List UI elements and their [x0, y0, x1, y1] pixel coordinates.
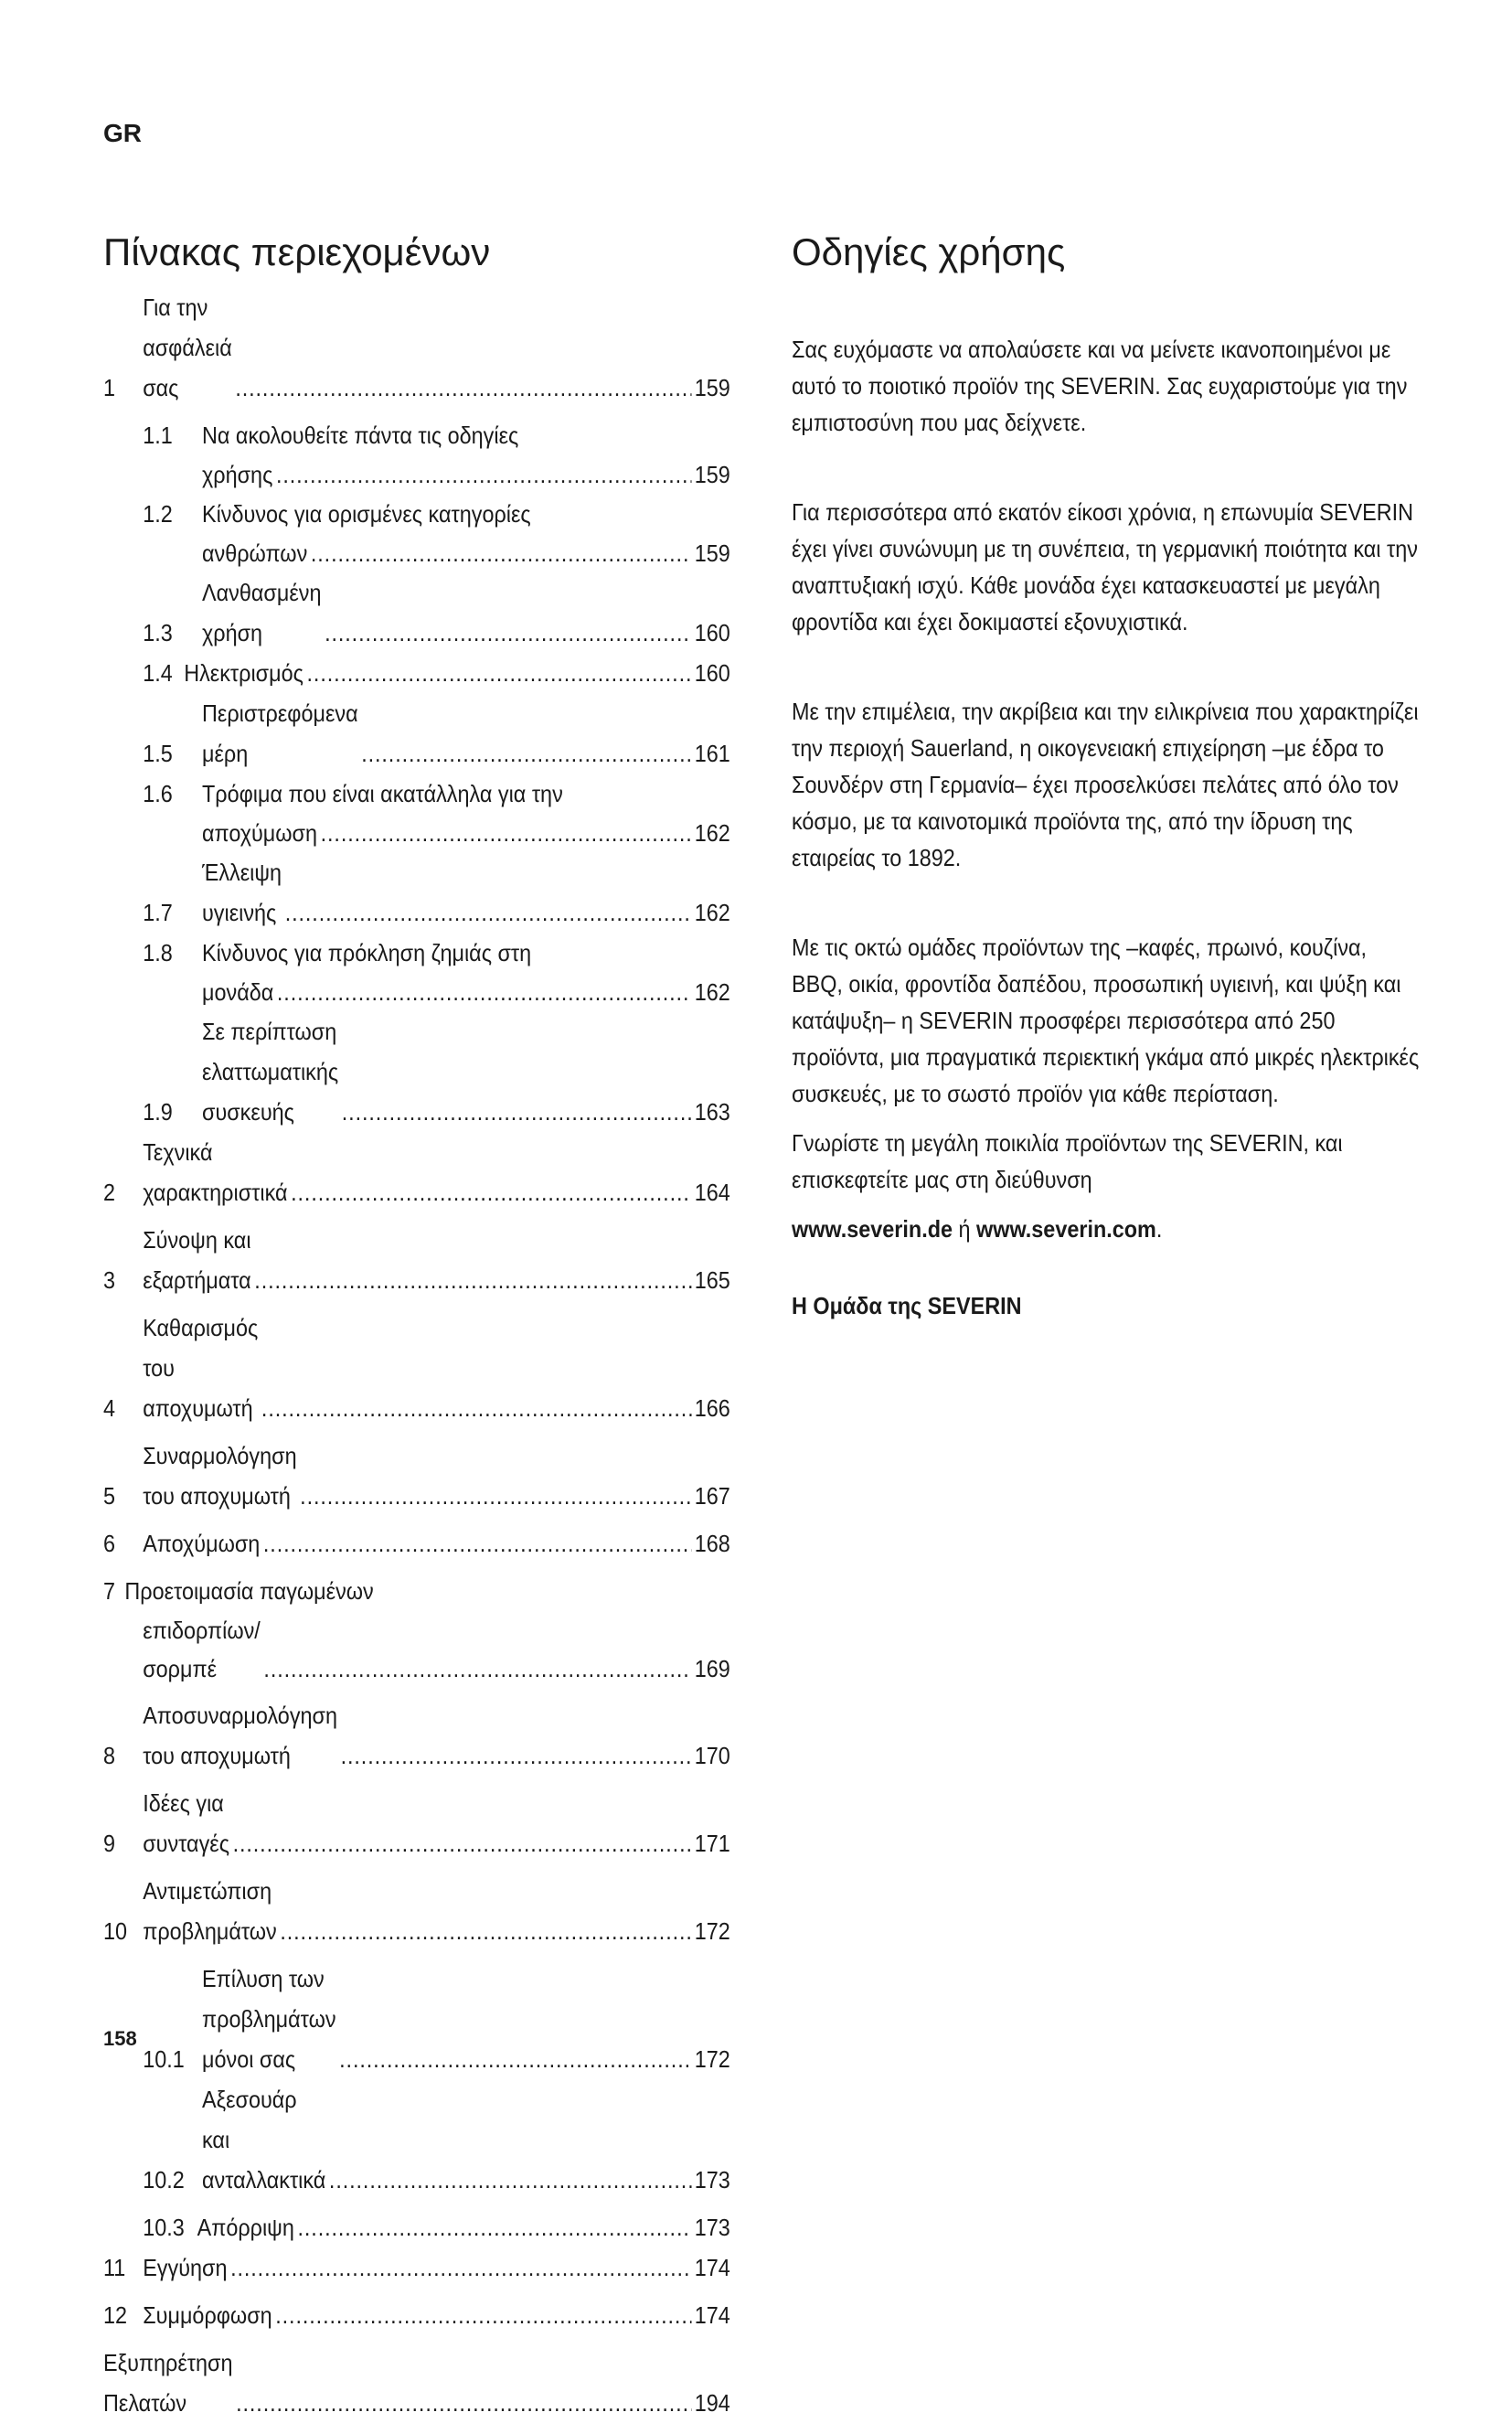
toc-entry-title: Κίνδυνος για ορισμένες κατηγορίες: [202, 500, 531, 528]
toc-entry-page: 162: [694, 819, 730, 847]
website-or: ή: [958, 1215, 971, 1243]
toc-entry-title: Ηλεκτρισμός: [184, 659, 303, 687]
toc-entry-1-2[interactable]: [103, 494, 730, 572]
toc-entry-title: Απόρριψη: [197, 2214, 294, 2241]
toc-entry-page: 169: [694, 1655, 730, 1682]
toc-entry-page: 170: [694, 1742, 730, 1769]
toc-entry-title: Αντιμετώπιση προβλημάτων: [143, 1877, 277, 1945]
intro-body: [792, 331, 1421, 1324]
website-line: [792, 1211, 1421, 1247]
toc-entry-title: Συναρμολόγηση του αποχυμωτή: [143, 1442, 297, 1510]
toc-entry-title: Σε περίπτωση ελαττωματικής συσκευής: [202, 1018, 339, 1126]
toc-entry-1-9[interactable]: [103, 1011, 730, 1132]
toc-entry-num: 12: [103, 2301, 128, 2329]
toc-entry-page: 173: [694, 2214, 730, 2241]
toc-entry-2[interactable]: [103, 1132, 730, 1212]
toc-entry-title: Εγγύηση: [143, 2254, 228, 2281]
intro-paragraph: Με την επιμέλεια, την ακρίβεια και την ειλικρίνεια που χαρακτηρίζει την περιοχή Sauerland, η οικογενειακή επιχείρηση –με έδρα το Σουνδέρν στη Γερμανία– έχει προσελκύσει πελάτες από όλο τον κόσμο, με τα καινοτομικά προϊόντα της, από την ίδρυση της εταιρείας το 1892.: [792, 698, 1419, 871]
toc-entry-page: 160: [694, 619, 730, 646]
toc-entry-num: 3: [103, 1266, 116, 1294]
toc-entry-title: Λανθασμένη χρήση: [202, 579, 322, 646]
toc-entry-10-2[interactable]: [103, 2079, 730, 2200]
toc-entry-9[interactable]: [103, 1783, 730, 1863]
website-period: .: [1155, 1215, 1163, 1243]
signature: Η Ομάδα της SEVERIN: [792, 1292, 1022, 1319]
toc-entry-page: 172: [694, 2045, 730, 2073]
intro-paragraph: Για περισσότερα από εκατόν είκοσι χρόνια, η επωνυμία SEVERIN έχει γίνει συνώνυμη με τη συνέπεια, τη γερμανική ποιότητα και την αναπτυξιακή ισχύ. Κάθε μονάδα έχει κατασκευαστεί με μεγάλη φροντίδα και έχει δοκιμαστεί εξονυχιστικά.: [792, 498, 1418, 635]
intro-paragraph: Σας ευχόμαστε να απολαύσετε και να μείνετε ικανοποιημένοι με αυτό το ποιοτικό προϊόν της SEVERIN. Σας ευχαριστούμε για την εμπιστοσύνη που μας δείχνετε.: [792, 336, 1408, 436]
toc-entry-page: 165: [694, 1266, 730, 1294]
toc-entry-title: Να ακολουθείτε πάντα τις οδηγίες: [202, 422, 519, 449]
toc-entry-title-cont: χρήσης: [202, 461, 273, 488]
toc-entry-title: Σύνοψη και εξαρτήματα: [143, 1226, 251, 1294]
toc-entry-num: 7: [103, 1577, 116, 1605]
toc-entry-num: 1: [103, 374, 116, 401]
toc-entry-page: 162: [694, 978, 730, 1006]
toc-entry-10-3[interactable]: [103, 2207, 730, 2247]
toc-entry-num: 1.9: [143, 1098, 173, 1126]
toc-entry-page: 162: [694, 899, 730, 926]
toc-entry-1[interactable]: [103, 287, 730, 408]
toc-entry-title: Κίνδυνος για πρόκληση ζημιάς στη: [202, 939, 532, 966]
toc-entry-page: 160: [694, 659, 730, 687]
website-link-com[interactable]: www.severin.com: [976, 1215, 1156, 1243]
toc-entry-page: 171: [694, 1830, 730, 1857]
toc-entry-num: 4: [103, 1394, 116, 1422]
toc-entry-num: 5: [103, 1482, 116, 1510]
toc-entry-page: 173: [694, 2166, 730, 2194]
toc-entry-6[interactable]: [103, 1523, 730, 1564]
toc-title: Πίνακας περιεχομένων: [103, 230, 491, 273]
toc-entry-num: 6: [103, 1530, 116, 1557]
language-code: GR: [103, 119, 142, 147]
toc-entry-title: Αποσυναρμολόγηση του αποχυμωτή: [143, 1702, 337, 1769]
toc-entry-num: 1.4: [143, 659, 173, 687]
toc-entry-title: Για την ασφάλειά σας: [143, 294, 232, 401]
page-number: 158: [103, 2027, 137, 2050]
toc-entry-4[interactable]: [103, 1308, 730, 1428]
toc-entry-11[interactable]: [103, 2247, 730, 2288]
toc-entry-num: 1.2: [143, 500, 173, 528]
toc-entry-page: 172: [694, 1917, 730, 1945]
toc-entry-page: 161: [694, 740, 730, 767]
toc-entry-title: Εξυπηρέτηση Πελατών: [103, 2349, 233, 2417]
toc-entry-num: 8: [103, 1742, 116, 1769]
toc-entry-title: Προετοιμασία παγωμένων: [124, 1577, 374, 1605]
toc-entry-12[interactable]: [103, 2295, 730, 2335]
toc-entry-1-7[interactable]: [103, 852, 730, 933]
toc-entry-5[interactable]: [103, 1436, 730, 1516]
toc-entry-title: Συμμόρφωση: [143, 2301, 272, 2329]
table-of-contents: [103, 229, 730, 2423]
toc-entry-num: 9: [103, 1830, 116, 1857]
toc-entry-num: 10: [103, 1917, 128, 1945]
toc-entry-num: 1.1: [143, 422, 173, 449]
toc-entry-1-8[interactable]: [103, 933, 730, 1011]
intro-paragraph: Γνωρίστε τη μεγάλη ποικιλία προϊόντων της SEVERIN, και επισκεφτείτε μας στη διεύθυνση: [792, 1129, 1343, 1193]
toc-entry-num: 1.7: [143, 899, 173, 926]
toc-entry-num: 1.6: [143, 780, 173, 807]
toc-entry-title-cont: ανθρώπων: [202, 539, 308, 567]
toc-entry-num: 10.2: [143, 2166, 185, 2194]
toc-entry-1-1[interactable]: [103, 415, 730, 494]
intro-section: [792, 229, 1422, 1324]
toc-entry-title-cont: αποχύμωση: [202, 819, 318, 847]
toc-entry-title: Τρόφιμα που είναι ακατάλληλα για την: [202, 780, 563, 807]
toc-entry-1-5[interactable]: [103, 693, 730, 774]
toc-entry-num: 1.3: [143, 619, 173, 646]
toc-entry-page: 164: [694, 1179, 730, 1206]
intro-paragraph: Με τις οκτώ ομάδες προϊόντων της –καφές, πρωινό, κουζίνα, BBQ, οικία, φροντίδα δαπέδου, προσωπική υγιεινή, και ψύξη και κατάψυξη– η SEVERIN προσφέρει περισσότερα από 250 προϊόντα, μια πραγματικά περιεκτική γκάμα από μικρές ηλεκτρικές συσκευές, με το σωστό προϊόν για κάθε περίσταση.: [792, 934, 1420, 1107]
toc-entry-title-cont: επιδορπίων/σορμπέ: [143, 1617, 261, 1682]
toc-entry-title: Καθαρισμός του αποχυμωτή: [143, 1314, 259, 1422]
toc-entry-customer-service[interactable]: [103, 2343, 730, 2423]
toc-entry-num: 10.1: [143, 2045, 185, 2073]
toc-entry-num: 10.3: [143, 2214, 185, 2241]
toc-entry-title: Αποχύμωση: [143, 1530, 261, 1557]
toc-entry-title: Έλλειψη υγιεινής: [202, 859, 282, 926]
toc-entry-num: 11: [103, 2254, 126, 2281]
toc-entry-1-3[interactable]: [103, 572, 730, 653]
toc-entry-1-4[interactable]: [103, 653, 730, 693]
toc-entry-title: Επίλυση των προβλημάτων μόνοι σας: [202, 1965, 336, 2073]
toc-entry-page: 159: [694, 374, 730, 401]
toc-entry-page: 194: [694, 2389, 730, 2417]
toc-entry-num: 1.8: [143, 939, 173, 966]
toc-entry-num: 2: [103, 1179, 116, 1206]
toc-entry-10[interactable]: [103, 1871, 730, 1951]
toc-entry-1-6[interactable]: [103, 774, 730, 852]
toc-entry-10-1[interactable]: [103, 1959, 730, 2079]
toc-entry-3[interactable]: [103, 1220, 730, 1300]
toc-entry-page: 166: [694, 1394, 730, 1422]
toc-entry-7[interactable]: [103, 1571, 730, 1688]
toc-entry-8[interactable]: [103, 1695, 730, 1776]
toc-entry-page: 167: [694, 1482, 730, 1510]
toc-entry-page: 159: [694, 461, 730, 488]
toc-entry-title: Τεχνικά χαρακτηριστικά: [143, 1138, 288, 1206]
toc-entry-title: Ιδέες για συνταγές: [143, 1789, 229, 1857]
toc-entry-page: 163: [694, 1098, 730, 1126]
website-link-de[interactable]: www.severin.de: [792, 1215, 953, 1243]
toc-entry-title: Αξεσουάρ και ανταλλακτικά: [202, 2086, 326, 2194]
toc-entry-page: 174: [694, 2301, 730, 2329]
toc-entry-page: 168: [694, 1530, 730, 1557]
toc-list: [103, 287, 730, 2423]
toc-entry-title-cont: μονάδα: [202, 978, 274, 1006]
toc-entry-num: 1.5: [143, 740, 173, 767]
toc-entry-title: Περιστρεφόμενα μέρη: [202, 699, 358, 767]
toc-entry-page: 174: [694, 2254, 730, 2281]
intro-title: Οδηγίες χρήσης: [792, 230, 1066, 273]
toc-entry-page: 159: [694, 539, 730, 567]
